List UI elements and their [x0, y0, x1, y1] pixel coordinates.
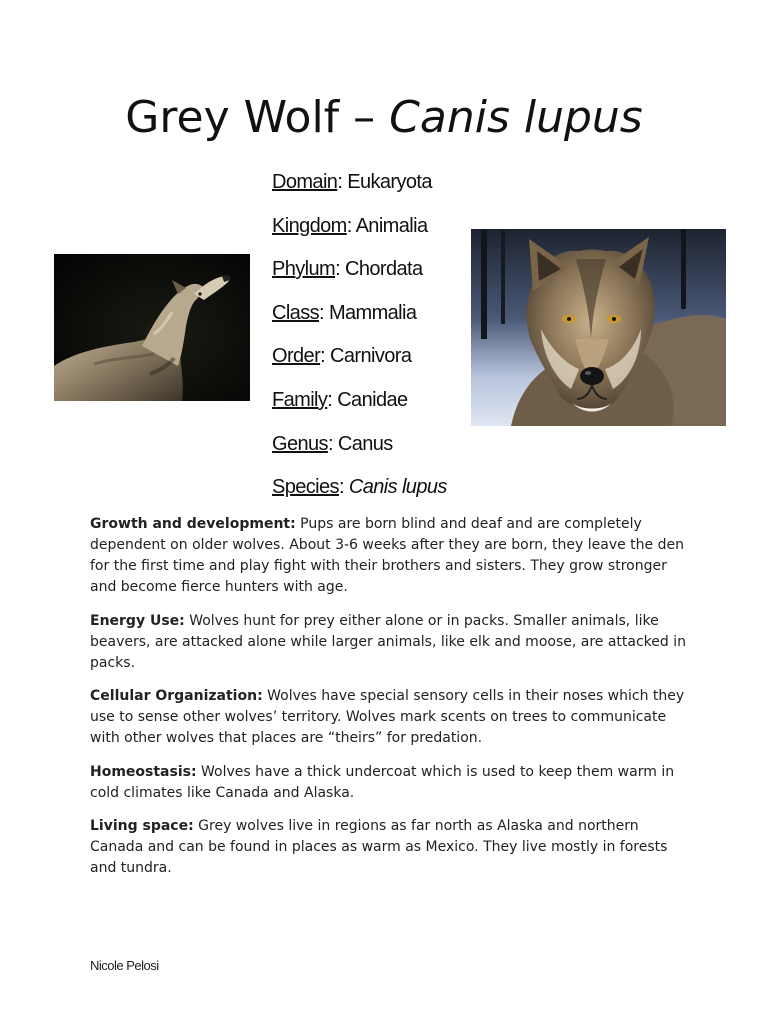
taxonomy-row-family: Family: Canidae	[272, 388, 408, 411]
section-growth	[90, 514, 690, 598]
author-name: Nicole Pelosi	[90, 958, 159, 973]
title-scientific-name: Canis lupus	[389, 92, 643, 143]
taxonomy-value: Chordata	[345, 258, 423, 281]
taxonomy-label: Class	[272, 301, 320, 324]
taxonomy-row-class: Class: Mammalia	[272, 301, 417, 324]
wolf-face-photo	[471, 229, 726, 426]
section-energy	[90, 611, 690, 674]
description-body	[90, 514, 690, 892]
section-living-space	[90, 816, 690, 879]
section-heading: Living space:	[90, 818, 194, 834]
taxonomy-row-order: Order: Carnivora	[272, 345, 412, 368]
section-heading: Cellular Organization:	[90, 688, 263, 704]
taxonomy-label: Kingdom	[272, 214, 347, 237]
taxonomy-label: Order	[272, 345, 321, 368]
taxonomy-value: Mammalia	[328, 301, 417, 324]
taxonomy-label: Family	[272, 388, 328, 411]
taxonomy-row-phylum: Phylum: Chordata	[272, 258, 423, 281]
section-text: Wolves have a thick undercoat which is used to keep them warm in cold climates like Canada and Alaska.	[90, 763, 675, 801]
taxonomy-label: Domain	[272, 171, 338, 193]
taxonomy-label: Phylum	[272, 258, 336, 281]
taxonomy-value: Eukaryota	[347, 171, 432, 193]
section-text: Grey wolves live in regions as far north as Alaska and northern Canada and can be found in places as warm as Mexico. They live mostly in forests and tundra.	[90, 818, 668, 876]
section-text: Wolves hunt for prey either alone or in packs. Smaller animals, like beavers, are attacked alone while larger animals, like elk and moose, are attacked in packs.	[90, 612, 686, 671]
section-homeostasis	[90, 762, 690, 804]
taxonomy-row-species: Species: Canis lupus	[272, 476, 447, 499]
taxonomy-value: Carnivora	[330, 345, 412, 368]
taxonomy-value: Canis lupus	[348, 476, 447, 499]
taxonomy-row-domain: Domain: Eukaryota	[272, 171, 432, 193]
taxonomy-value: Canidae	[337, 388, 408, 411]
title-common-name: Grey Wolf –	[125, 92, 390, 143]
howling-wolf-photo	[54, 254, 250, 401]
section-cellular	[90, 686, 690, 749]
taxonomy-label: Genus	[272, 432, 328, 455]
taxonomy-row-genus: Genus: Canus	[272, 432, 393, 455]
page-title	[0, 92, 768, 143]
taxonomy-value: Animalia	[355, 214, 428, 237]
section-text: Wolves have special sensory cells in their noses which they use to sense other wolves’ territory. Wolves mark scents on trees to communicate with other wolves that places are “theirs” for predation.	[90, 688, 685, 746]
section-text: Pups are born blind and deaf and are completely dependent on older wolves. About 3-6 weeks after they are born, they leave the den for the first time and play fight with their brothers and sisters. They grow stronger and become fierce hunters with age.	[90, 516, 684, 595]
section-heading: Growth and development:	[90, 516, 296, 532]
section-heading: Energy Use:	[90, 612, 185, 629]
section-heading: Homeostasis:	[90, 763, 197, 780]
taxonomy-list	[272, 166, 472, 515]
taxonomy-value: Canus	[337, 432, 393, 455]
taxonomy-label: Species	[272, 476, 339, 499]
taxonomy-row-kingdom: Kingdom: Animalia	[272, 214, 428, 237]
